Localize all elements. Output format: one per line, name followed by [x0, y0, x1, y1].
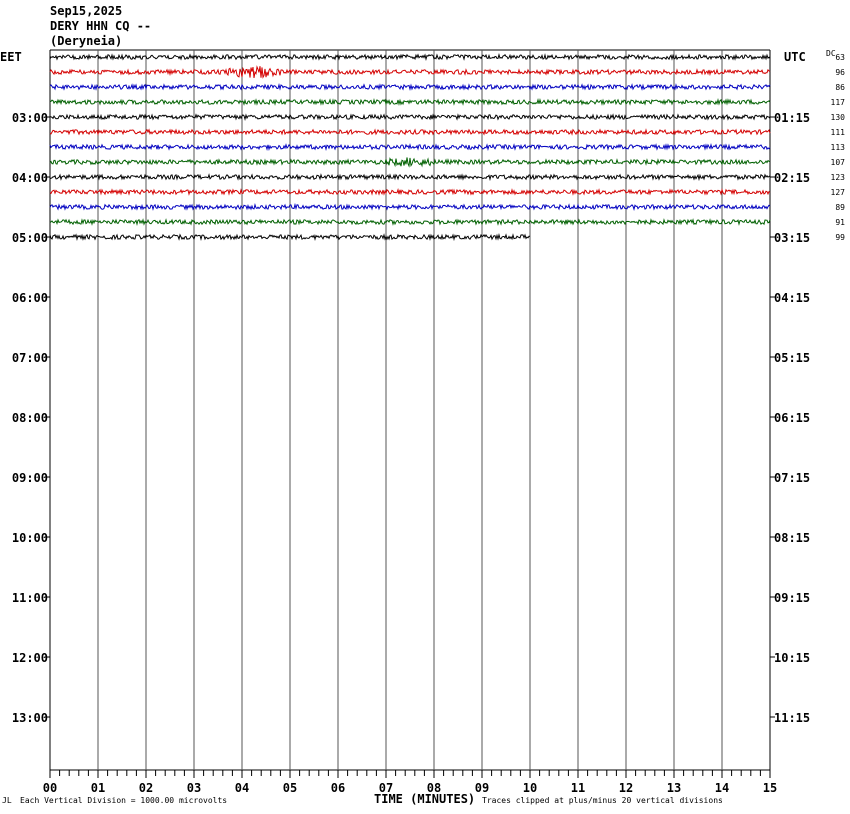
- left-hour-label: 03:00: [11, 111, 48, 125]
- x-tick-label: 04: [234, 781, 250, 795]
- dc-offset-label: 123: [830, 173, 845, 182]
- x-tick-label: 09: [474, 781, 490, 795]
- dc-offset-label: 113: [830, 143, 845, 152]
- dc-offset-label: 107: [830, 158, 845, 167]
- x-tick-label: 12: [618, 781, 634, 795]
- x-tick-label: 00: [42, 781, 58, 795]
- x-tick-label: 13: [666, 781, 682, 795]
- left-hour-label: 08:00: [11, 411, 48, 425]
- dc-offset-label: 91: [835, 218, 845, 227]
- seismic-trace: [50, 158, 770, 167]
- seismic-trace: [50, 145, 770, 149]
- date-label: Sep15,2025: [50, 4, 123, 18]
- left-timezone-label: EET: [0, 50, 22, 64]
- right-hour-label: 03:15: [774, 231, 811, 245]
- left-hour-label: 07:00: [11, 351, 48, 365]
- right-hour-label: 05:15: [774, 351, 811, 365]
- left-hour-label: 09:00: [11, 471, 48, 485]
- dc-offset-label: 99: [835, 233, 845, 242]
- x-tick-label: 01: [90, 781, 106, 795]
- x-tick-label: 06: [330, 781, 346, 795]
- left-hour-label: 12:00: [11, 651, 48, 665]
- x-tick-label: 14: [714, 781, 730, 795]
- right-hour-label: 10:15: [774, 651, 811, 665]
- x-tick-label: 05: [282, 781, 298, 795]
- right-hour-label: 01:15: [774, 111, 811, 125]
- right-hour-label: 08:15: [774, 531, 811, 545]
- x-tick-label: 15: [762, 781, 778, 795]
- left-hour-label: 04:00: [11, 171, 48, 185]
- dc-offset-label: 63: [835, 53, 845, 62]
- x-tick-label: 03: [186, 781, 202, 795]
- dc-offset-label: 111: [830, 128, 845, 137]
- right-hour-label: 04:15: [774, 291, 811, 305]
- left-hour-label: 13:00: [11, 711, 48, 725]
- seismic-trace: [50, 130, 770, 134]
- seismic-trace: [50, 100, 770, 104]
- seismic-trace: [50, 66, 770, 78]
- dc-offset-label: 130: [830, 113, 845, 122]
- x-tick-label: 02: [138, 781, 154, 795]
- x-tick-label: 07: [378, 781, 394, 795]
- x-tick-label: 10: [522, 781, 538, 795]
- right-hour-label: 02:15: [774, 171, 811, 185]
- left-hour-label: 11:00: [11, 591, 48, 605]
- seismic-trace: [50, 115, 770, 119]
- corner-mark: JL: [2, 796, 12, 805]
- dc-header: DC: [826, 49, 836, 58]
- scale-note: Each Vertical Division = 1000.00 microvolts: [20, 796, 228, 805]
- x-tick-label: 08: [426, 781, 442, 795]
- seismic-trace: [50, 190, 770, 194]
- seismic-trace: [50, 175, 770, 179]
- right-timezone-label: UTC: [784, 50, 806, 64]
- left-hour-label: 06:00: [11, 291, 48, 305]
- seismic-trace: [50, 85, 770, 89]
- right-hour-label: 11:15: [774, 711, 811, 725]
- location-label: (Deryneia): [50, 34, 123, 48]
- x-axis-title: TIME (MINUTES): [374, 792, 476, 806]
- dc-offset-label: 117: [830, 98, 845, 107]
- right-hour-label: 09:15: [774, 591, 811, 605]
- seismic-trace: [50, 55, 770, 59]
- clip-note: Traces clipped at plus/minus 20 vertical divisions: [482, 796, 723, 805]
- seismic-trace: [50, 205, 770, 209]
- dc-offset-label: 86: [835, 83, 845, 92]
- dc-offset-label: 127: [830, 188, 845, 197]
- right-hour-label: 07:15: [774, 471, 811, 485]
- station-label: DERY HHN CQ --: [50, 19, 152, 33]
- left-hour-label: 10:00: [11, 531, 48, 545]
- right-hour-label: 06:15: [774, 411, 811, 425]
- seismic-trace: [50, 220, 770, 224]
- dc-offset-label: 89: [835, 203, 845, 212]
- left-hour-label: 05:00: [11, 231, 48, 245]
- x-tick-label: 11: [570, 781, 586, 795]
- dc-offset-label: 96: [835, 68, 845, 77]
